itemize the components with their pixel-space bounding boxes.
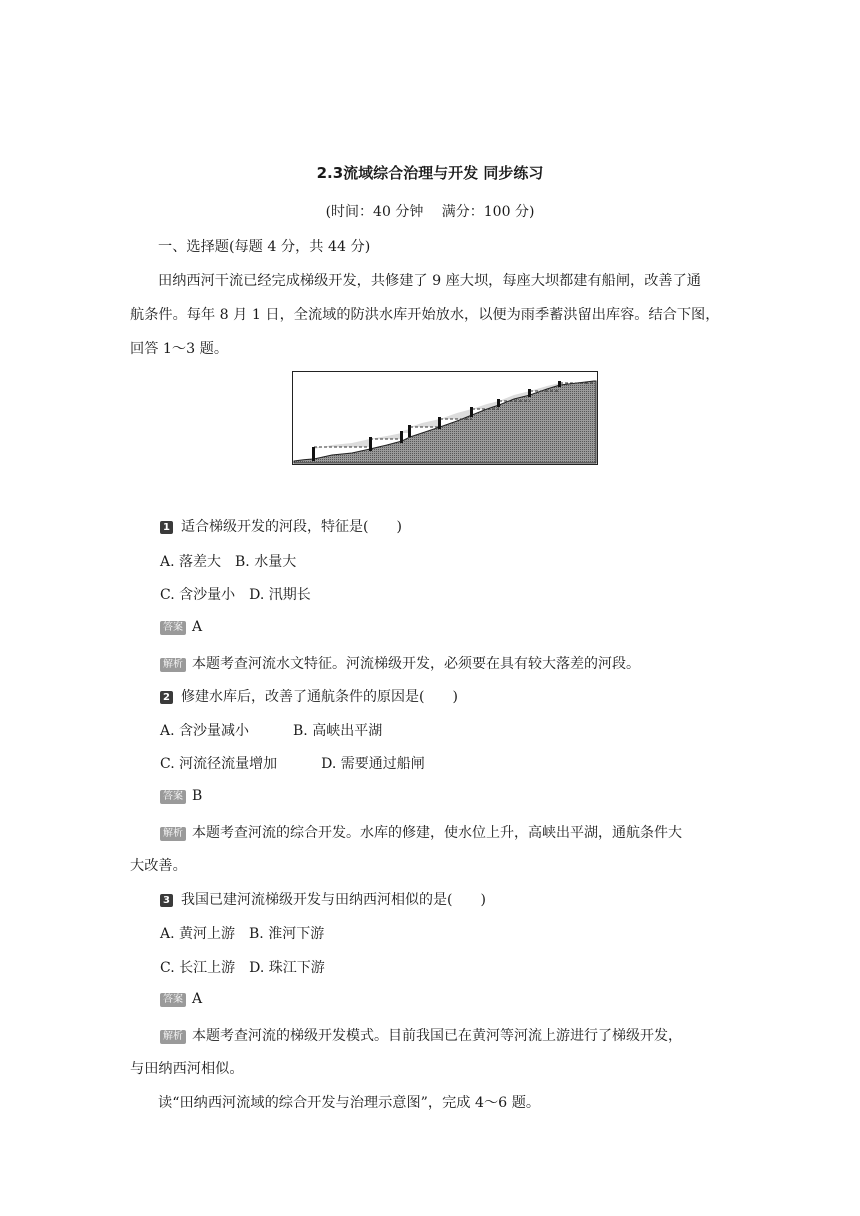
question-3-stem [160,889,486,909]
answer-value: B [192,788,203,804]
analysis-text: 本题考查河流水文特征。河流梯级开发，必须要在具有较大落差的河段。 [192,656,640,672]
question-3-analysis-continued: 与田纳西河相似。 [130,1061,244,1077]
intro-line-3: 回答 1～3 题。 [130,341,229,357]
option-c: C. 河流径流量增加 [160,756,278,772]
page-title: 2.3流域综合治理与开发 同步练习 [316,164,544,182]
option-c: C. 含沙量小 [160,587,236,603]
time-score-info: (时间：40 分钟 满分：100 分) [325,204,535,220]
question-number-badge: 3 [160,894,173,907]
question-1-analysis [160,653,640,673]
analysis-label: 解析 [160,1030,186,1044]
section-heading: 一、选择题(每题 4 分，共 44 分) [158,239,371,255]
question-3-options-row-2 [160,957,325,977]
question-number-badge: 1 [160,521,173,534]
question-text: 修建水库后，改善了通航条件的原因是( ) [181,689,458,705]
option-b: B. 水量大 [235,554,297,570]
option-a: A. 落差大 [160,554,222,570]
question-1-options-row-2 [160,584,311,604]
analysis-text: 本题考查河流的梯级开发模式。目前我国已在黄河等河流上游进行了梯级开发， [192,1028,682,1044]
option-b: B. 高峡出平湖 [293,723,383,739]
cascade-dam-profile-figure [292,371,598,465]
question-text: 适合梯级开发的河段，特征是( ) [181,519,402,535]
question-2-stem [160,686,458,706]
answer-label: 答案 [160,790,186,804]
answer-label: 答案 [160,993,186,1007]
question-text: 我国已建河流梯级开发与田纳西河相似的是( ) [181,892,486,908]
analysis-label: 解析 [160,827,186,841]
option-a: A. 黄河上游 [160,926,236,942]
analysis-text: 本题考查河流的综合开发。水库的修建，使水位上升，高峡出平湖，通航条件大 [192,825,682,841]
question-1-stem [160,516,402,536]
question-2-answer [160,788,202,804]
answer-value: A [192,991,203,1007]
question-1-answer [160,619,202,635]
option-d: D. 珠江下游 [249,960,325,976]
question-2-analysis [160,822,682,842]
intro-line-1: 田纳西河干流已经完成梯级开发，共修建了 9 座大坝，每座大坝都建有船闸，改善了通 [158,273,701,289]
question-2-options-row-1 [160,720,382,740]
intro-line-2: 航条件。每年 8 月 1 日，全流域的防洪水库开始放水，以便为雨季蓄洪留出库容。结合下图， [130,307,720,323]
answer-label: 答案 [160,621,186,635]
question-3-options-row-1 [160,923,324,943]
question-3-answer [160,991,202,1007]
question-2-options-row-2 [160,753,425,773]
option-d: D. 需要通过船闸 [321,756,425,772]
next-section-intro: 读“田纳西河流域的综合开发与治理示意图”，完成 4～6 题。 [158,1095,541,1111]
analysis-label: 解析 [160,658,186,672]
question-2-analysis-continued: 大改善。 [130,858,187,874]
question-3-analysis [160,1025,682,1045]
question-1-options-row-1 [160,551,296,571]
option-d: D. 汛期长 [249,587,311,603]
answer-value: A [192,619,203,635]
option-a: A. 含沙量减小 [160,723,250,739]
option-b: B. 淮河下游 [249,926,325,942]
option-c: C. 长江上游 [160,960,236,976]
question-number-badge: 2 [160,691,173,704]
